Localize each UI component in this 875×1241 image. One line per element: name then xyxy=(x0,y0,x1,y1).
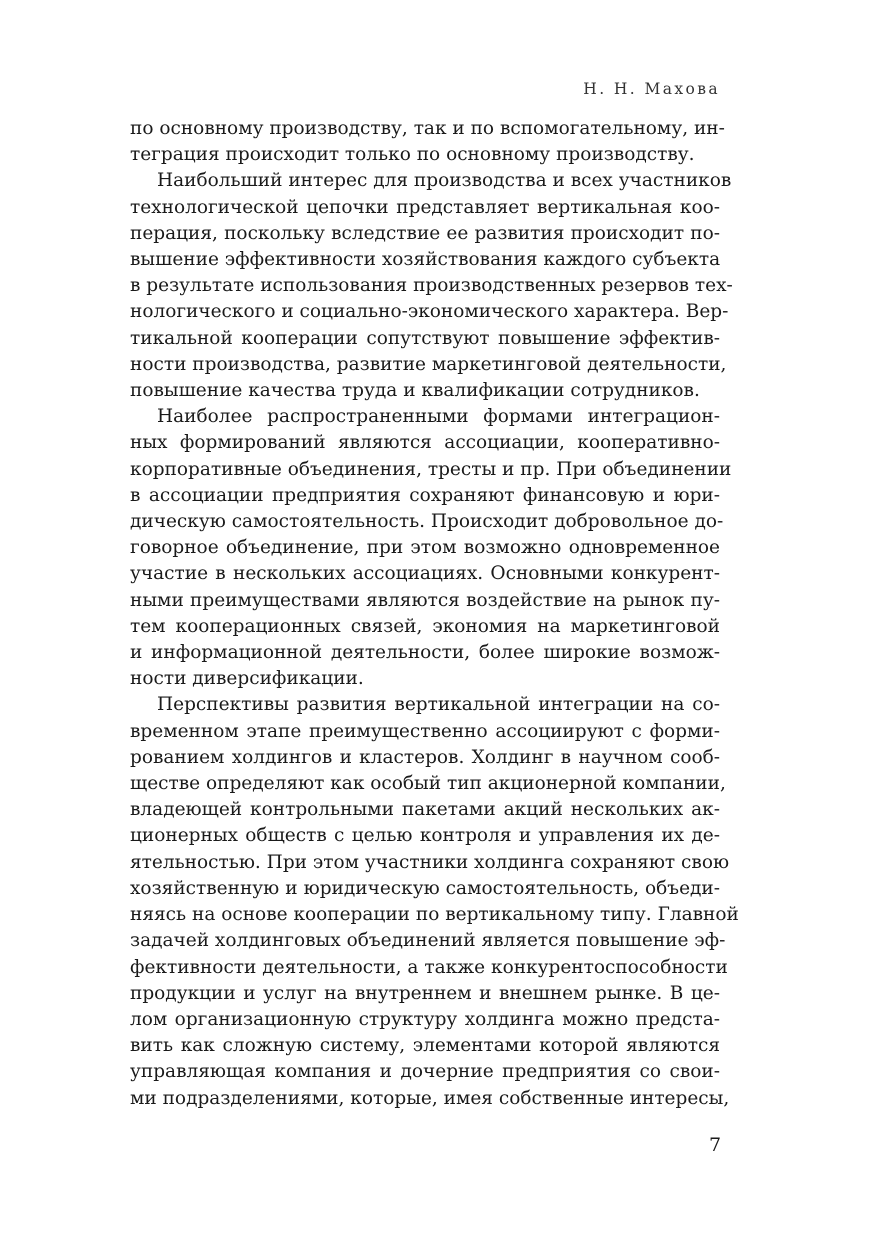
text-line: в результате использования производственных резервов тех- xyxy=(130,275,733,297)
text-line: вить как сложную систему, элементами которой являются xyxy=(130,1035,720,1057)
paragraph xyxy=(130,168,733,404)
text-line: владеющей контрольными пакетами акций нескольких ак- xyxy=(130,799,720,821)
text-line: перация, поскольку вследствие ее развития происходит по- xyxy=(130,222,720,244)
body-text xyxy=(130,116,739,1112)
text-line: хозяйственную и юридическую самостоятельность, объеди- xyxy=(130,877,720,899)
text-line: рованием холдингов и кластеров. Холдинг в научном сооб- xyxy=(130,746,720,768)
text-line: нологического и социально-экономического характера. Вер- xyxy=(130,301,729,323)
text-line: Наибольший интерес для производства и всех участников xyxy=(157,170,732,192)
paragraph xyxy=(130,692,739,1111)
text-line: по основному производству, так и по вспомогательному, ин- xyxy=(130,118,725,139)
text-line: тем кооперационных связей, экономия на маркетинговой xyxy=(130,615,720,637)
text-line: корпоративные объединения, тресты и пр. При объединении xyxy=(130,458,732,480)
text-line: говорное объединение, при этом возможно одновременное xyxy=(130,537,720,559)
text-line: дическую самостоятельность. Происходит добровольное до- xyxy=(130,511,724,533)
text-line: ности производства, развитие маркетинговой деятельности, xyxy=(130,353,727,375)
text-line: технологической цепочки представляет вертикальная коо- xyxy=(130,196,720,218)
text-line: ности диверсификации. xyxy=(130,668,364,690)
text-line: няясь на основе кооперации по вертикальному типу. Главной xyxy=(130,904,739,926)
text-line: теграция происходит только по основному производству. xyxy=(130,144,695,166)
running-head-author: Н. Н. Махова xyxy=(583,80,720,98)
text-line: ми подразделениями, которые, имея собственные интересы, xyxy=(130,1087,730,1109)
text-line: задачей холдинговых объединений является повышение эф- xyxy=(130,930,726,952)
text-line: участие в нескольких ассоциациях. Основными конкурент- xyxy=(130,563,720,585)
text-line: ществе определяют как особый тип акционерной компании, xyxy=(130,773,726,795)
text-line: ционерных обществ с целью контроля и управления их де- xyxy=(130,825,720,847)
text-line: ятельностью. При этом участники холдинга сохраняют свою xyxy=(130,851,730,873)
text-line: управляющая компания и дочерние предприятия со свои- xyxy=(130,1061,720,1083)
text-line: в ассоциации предприятия сохраняют финансовую и юри- xyxy=(130,484,720,506)
text-line: Наиболее распространенными формами интеграцион- xyxy=(157,406,720,428)
text-line: продукции и услуг на внутреннем и внешнем рынке. В це- xyxy=(130,982,720,1004)
text-line: вышение эффективности хозяйствования каждого субъекта xyxy=(130,249,721,271)
text-line: Перспективы развития вертикальной интеграции на со- xyxy=(157,694,720,716)
text-line: ных формирований являются ассоциации, кооперативно- xyxy=(130,432,720,454)
text-line: и информационной деятельности, более широкие возмож- xyxy=(130,642,720,664)
text-line: повышение качества труда и квалификации сотрудников. xyxy=(130,380,700,402)
page-number: 7 xyxy=(709,1134,722,1156)
text-line: фективности деятельности, а также конкурентоспособности xyxy=(130,956,728,978)
text-line: лом организационную структуру холдинга можно предста- xyxy=(130,1008,720,1030)
paragraph xyxy=(130,404,732,692)
text-line: ными преимуществами являются воздействие на рынок пу- xyxy=(130,589,720,611)
paragraph xyxy=(130,116,725,168)
text-line: тикальной кооперации сопутствуют повышение эффектив- xyxy=(130,327,720,349)
text-line: временном этапе преимущественно ассоциируют с форми- xyxy=(130,720,720,742)
